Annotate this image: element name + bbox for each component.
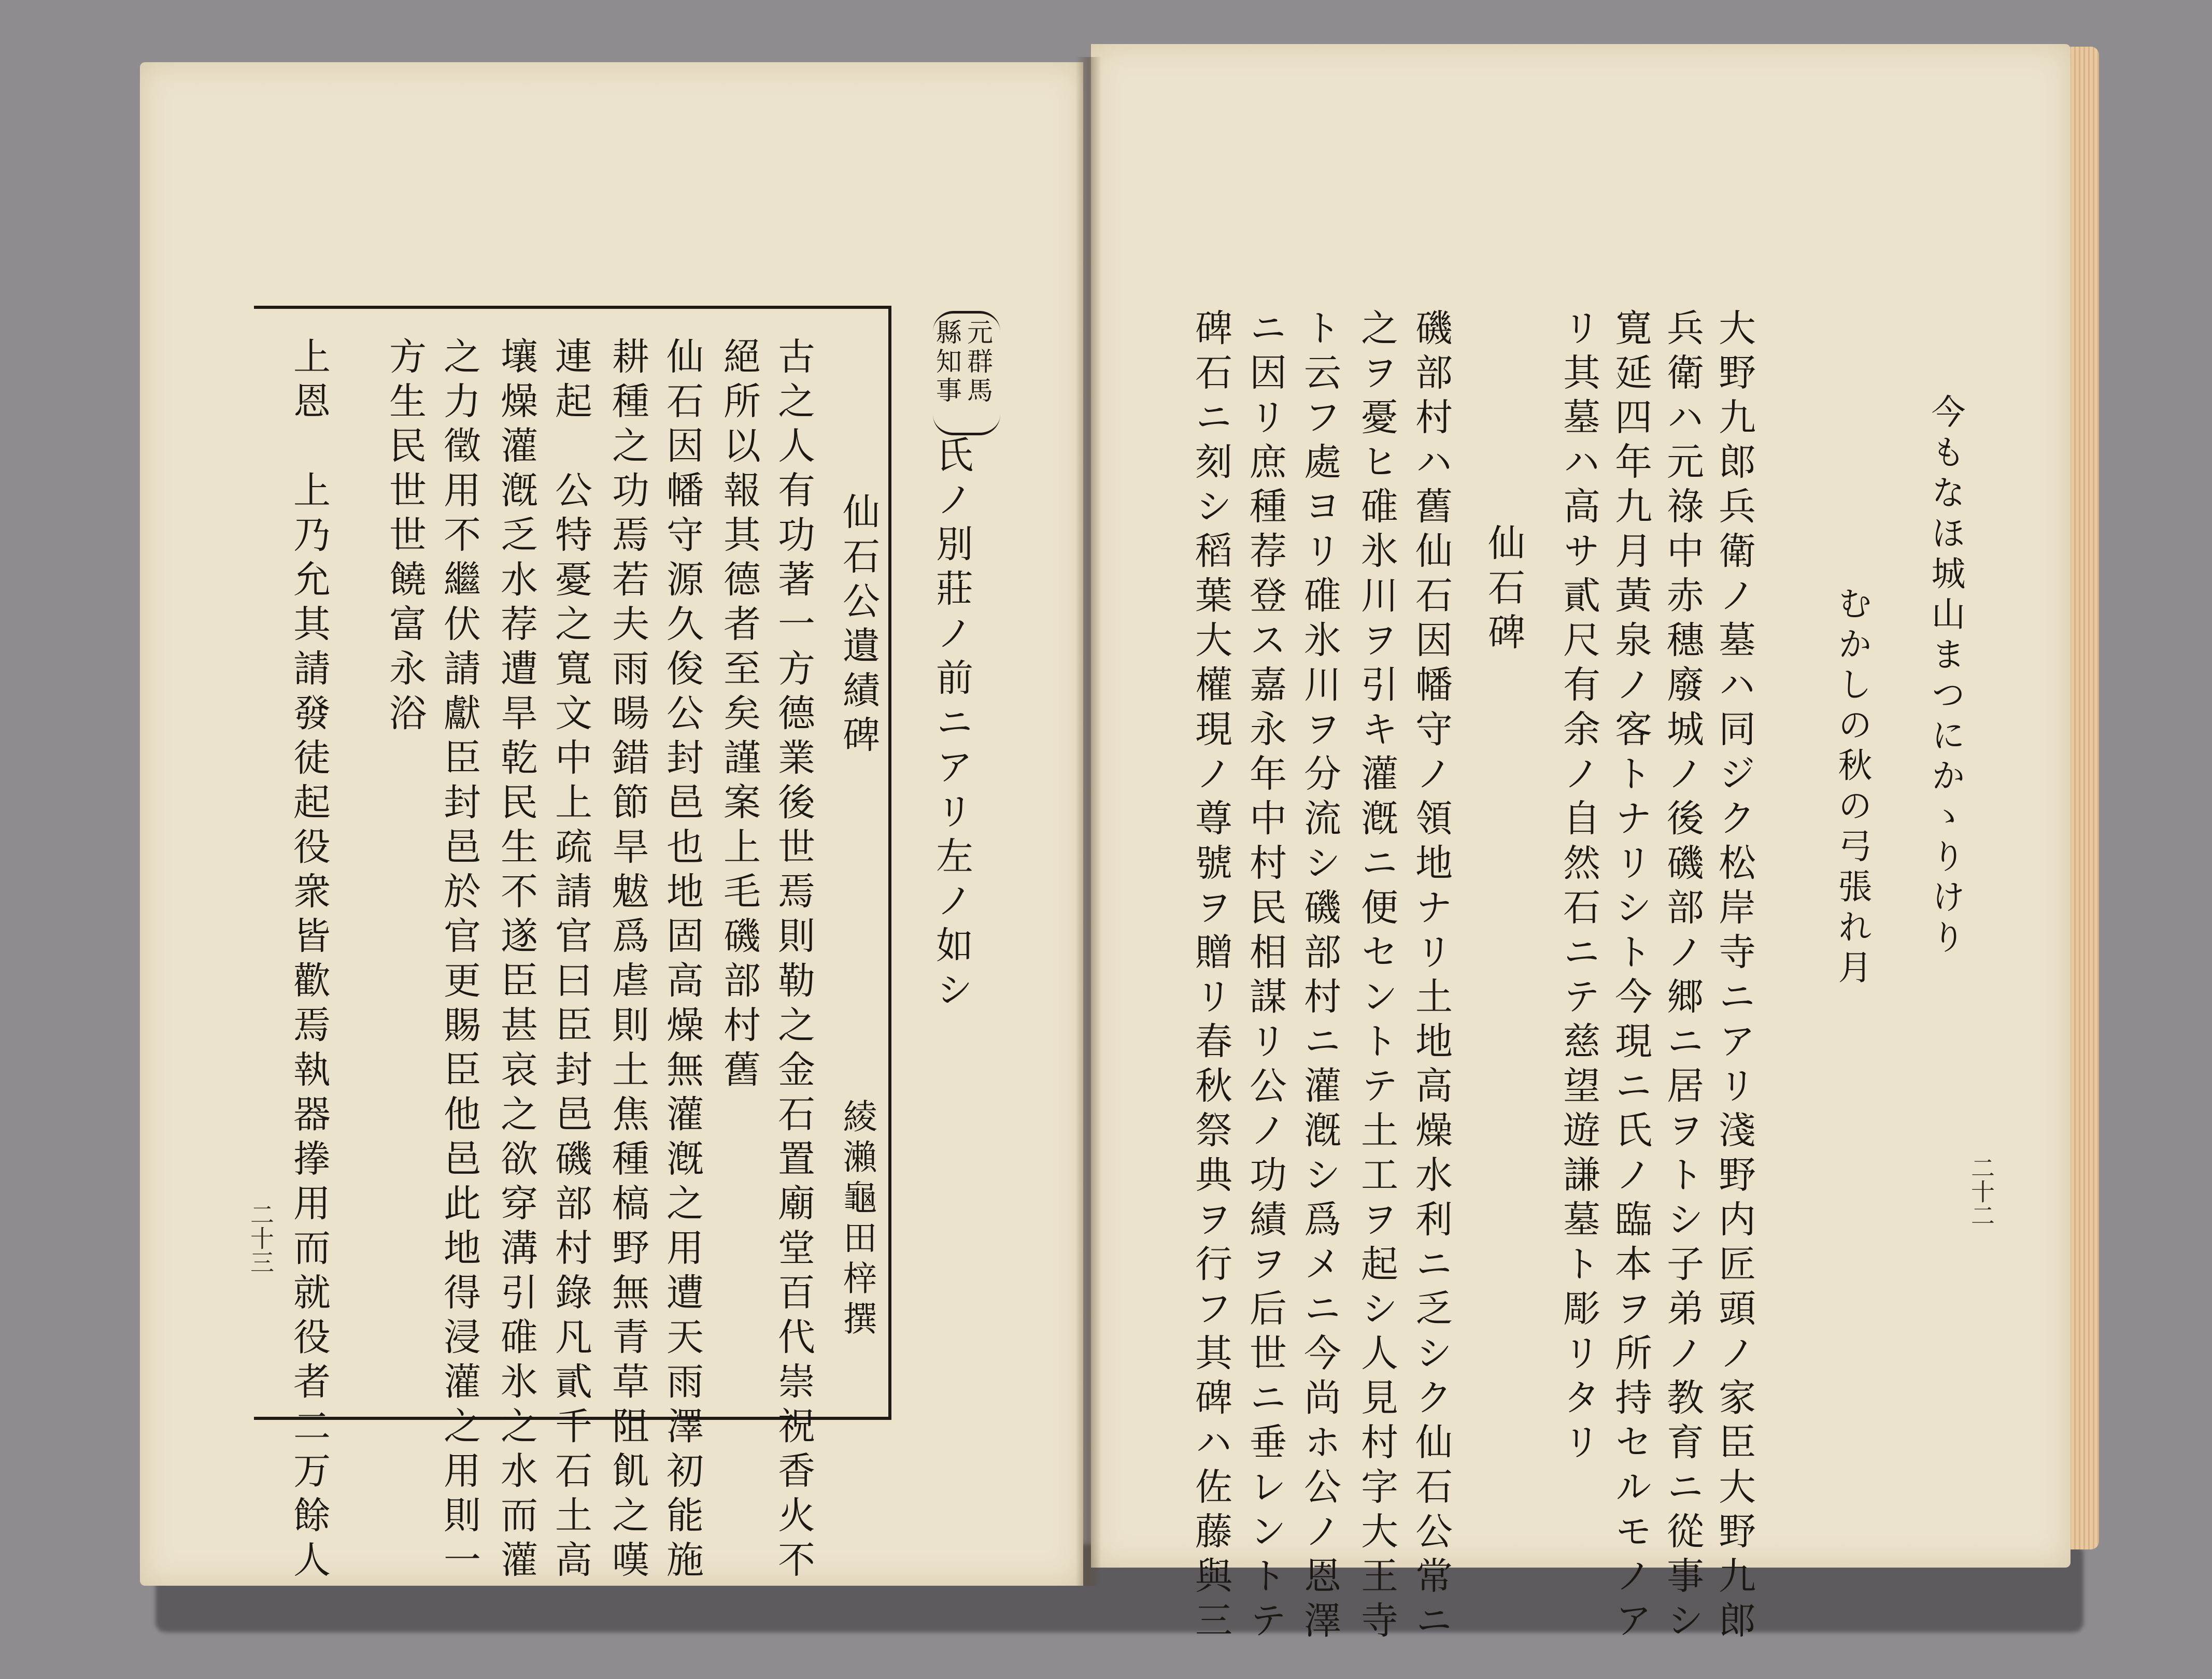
text-column: 大野九郎兵衛ノ墓ハ同ジク松岸寺ニアリ淺野内匠頭ノ家臣大野九郎 [1712, 308, 1756, 1645]
inscription-column: 連起 公特憂之寬文中上疏請官曰臣封邑磯部村錄凡貳千石土高 [549, 337, 592, 1585]
inscription-title: 仙石公遺績碑 [836, 492, 880, 760]
text-column: 之ヲ憂ヒ碓氷川ヲ引キ灌漑ニ便セントテ土工ヲ起シ人見村字大王寺 [1355, 308, 1398, 1645]
bracket-note-top: 元群馬 [963, 319, 993, 406]
text-column: 兵衛ハ元祿中赤穗廢城ノ後磯部ノ郷ニ居ヲトシ子弟ノ教育ニ從事シ [1661, 308, 1704, 1645]
inscription-column: 之力徵用不繼伏請獻臣封邑於官更賜臣他邑此地得浸灌之用則一 [437, 337, 481, 1585]
text-column: 碑石ニ刻シ稻葉大權現ノ尊號ヲ贈リ春秋祭典ヲ行フ其碑ハ佐藤與三 [1189, 308, 1232, 1645]
inscription-column: 耕種之功焉若夫雨暘錯節旱魃爲虐則土焦種槁野無青草阻飢之嘆 [606, 337, 649, 1585]
poem-line: 今もなほ城山まつにかゝりけり [1925, 394, 1965, 960]
inscription-column: 古之人有功著一方德業後世焉則勒之金石置廟堂百代崇祝香火不 [772, 337, 815, 1585]
bracket-note-bottom: 縣知事 [932, 319, 962, 406]
text-column: ニ因リ庶種荐登ス嘉永年中村民相謀リ公ノ功績ヲ后世ニ垂レントテ [1243, 308, 1287, 1645]
note-text: 氏ノ別莊ノ前ニアリ左ノ如シ [930, 435, 973, 1015]
page-number-left: 二十三 [247, 1202, 275, 1274]
inscription-column: 方生民世世饒富永浴 [383, 337, 427, 738]
book-gutter [1075, 57, 1101, 1586]
text-column: ト云フ處ヨリ碓氷川ヲ分流シ磯部村ニ灌漑シ爲メニ今尚ホ公ノ恩澤 [1298, 308, 1341, 1645]
inscription-column: 壤燥灌漑乏水荐遭旱乾民生不遂臣甚哀之欲穿溝引碓氷之水而灌 [494, 337, 538, 1585]
bracket-note [933, 311, 1000, 435]
text-column: 磯部村ハ舊仙石因幡守ノ領地ナリ土地高燥水利ニ乏シク仙石公常ニ [1409, 308, 1453, 1645]
text-column: リ其墓ハ高サ貳尺有余ノ自然石ニテ慈望遊謙墓ト彫リタリ [1557, 308, 1600, 1467]
inscription-column: 絕所以報其德者至矣謹案上毛磯部村舊 [717, 337, 761, 1094]
section-heading: 仙石碑 [1482, 523, 1525, 657]
poem-subline: むかしの秋の弓張れ月 [1832, 586, 1872, 990]
inscription-column: 上恩 上乃允其請發徒起役衆皆歡焉執器搼用而就役者二万餘人 [287, 337, 331, 1585]
text-column: 寛延四年九月黃泉ノ客トナリシト今現ニ氏ノ臨本ヲ所持セルモノア [1609, 308, 1652, 1645]
page-number-right: 二十二 [1967, 1156, 1995, 1227]
inscription-author: 綾瀨龜田梓撰 [837, 1099, 877, 1341]
inscription-column: 仙石因幡守源久俊公封邑也地固高燥無灌漑之用遭天雨澤初能施 [660, 337, 704, 1585]
